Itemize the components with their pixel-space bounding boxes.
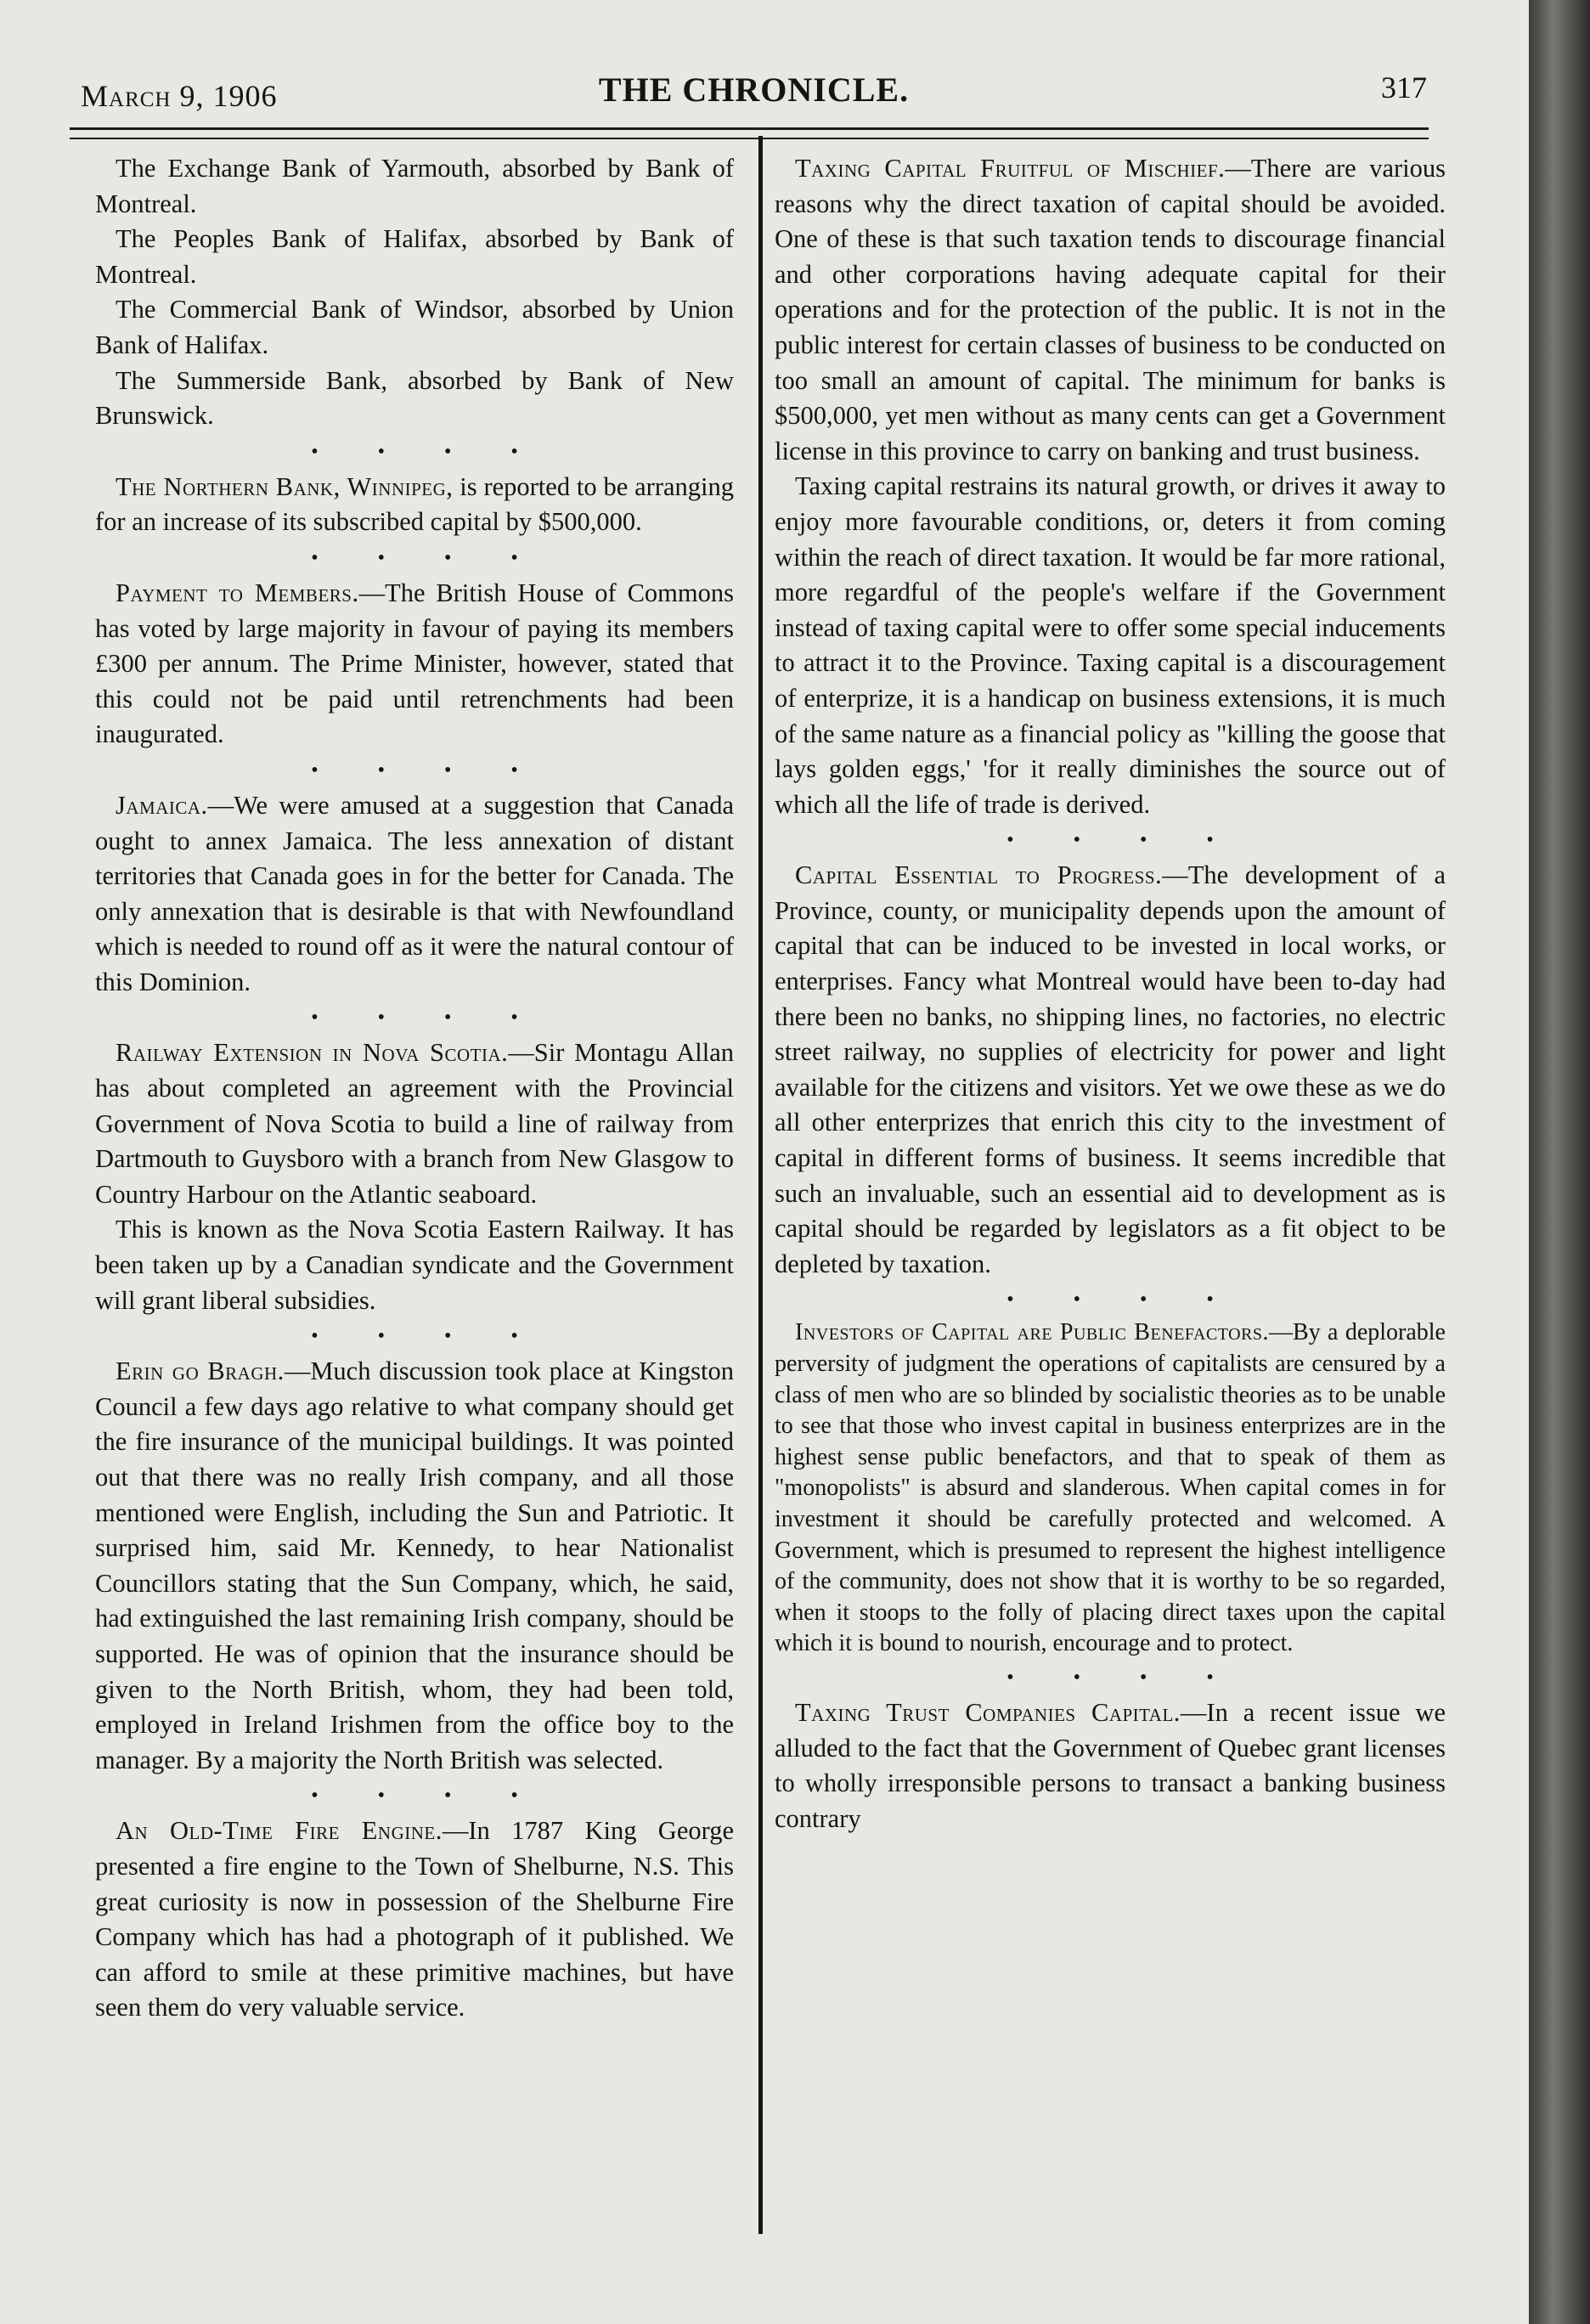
article-body: —In a recent issue we alluded to the fact that the Government of Quebec grant licenses to wholly irresponsible persons to transact a banking business contrary — [775, 1697, 1446, 1833]
section-separator: • • • • — [311, 1007, 545, 1029]
article-heading: Taxing Capital Fruitful of Mischief. — [795, 154, 1226, 183]
article-heading: Jamaica. — [116, 790, 208, 820]
merger-item: The Peoples Bank of Halifax, absorbed by Bank of Montreal. — [95, 224, 734, 289]
article-taxing-trust-companies — [775, 1695, 1446, 1836]
page-number: 317 — [1381, 71, 1427, 104]
article-railway-extension-continued: This is known as the Nova Scotia Eastern Railway. It has been taken up by a Canadian syndicate and the Government will grant liberal subsidies. — [95, 1215, 734, 1315]
article-body: —There are various reasons why the direct taxation of capital should be avoided. One of these is that such taxation tends to discourage financial and other corporations having adequate capital for their operations and for the protection of the public. It is not in the public interest for certain classes of business to be conducted on too small an amount of capital. The minimum for banks is $500,000, yet men without as many cents can get a Government license in this province to carry on banking and trust business. — [775, 154, 1446, 465]
section-separator: • • • • — [311, 1325, 545, 1348]
article-body: is reported to be arranging for an increase of its subscribed capital by $500,000. — [95, 471, 734, 537]
section-separator: • • • • — [311, 546, 545, 569]
article-taxing-capital-mischief-continued: Taxing capital restrains its natural growth, or drives it away to enjoy more favourable conditions, or, deters it from coming within the reach of direct taxation. It would be far more rational, more regardful of the people's welfare if the Government instead of taxing capital were to offer some special inducements to attract it to the Province. Taxing capital is a discouragement of enterprize, it is a handicap on business extensions, it is much of the same nature as a financial policy as "killing the goose that lays golden eggs,' 'for it really diminishes the source out of which all the life of trade is derived. — [775, 471, 1446, 819]
section-separator: • • • • — [1006, 1289, 1241, 1311]
running-head — [81, 70, 1427, 121]
article-body: —The development of a Province, county, or municipality depends upon the amount of capital that can be induced to be invested in local works, or enterprises. Fancy what Montreal would have been to-day had there been no banks, no shipping lines, no factories, no electric street railway, no supplies of electricity for power and light available for the citizens and visitors. Yet we owe these as we do all other enterprizes that enrich this city to the investment of capital in different forms of business. It seems incredible that such an invaluable, such an essential aid to development as is capital should be regarded by legislators as a fit object to be depleted by taxation. — [775, 860, 1446, 1278]
right-column — [775, 151, 1446, 1836]
section-separator: • • • • — [1006, 829, 1241, 852]
article-heading: Taxing Trust Companies Capital. — [795, 1697, 1181, 1727]
article-heading: Payment to Members. — [116, 578, 359, 607]
article-northern-bank — [95, 470, 734, 540]
article-body: —The British House of Commons has voted by large majority in favour of paying its members £300 per annum. The Prime Minister, however, stated that this could not be paid until retrenchments had been inaugurated. — [95, 578, 734, 749]
article-heading: Railway Extension in Nova Scotia. — [116, 1038, 509, 1068]
article-erin-go-bragh — [95, 1354, 734, 1778]
section-separator: • • • • — [311, 1785, 545, 1808]
article-body: —Much discussion took place at Kingston Council a few days ago relative to what company should get the fire insurance of the municipal buildings. It was pointed out that there was no really Irish company, and all those mentioned were English, including the Sun and Patriotic. It surprised him, said Mr. Kennedy, to hear Nationalist Councillors stating that the Sun Company, which, he said, had extinguished the last remaining Irish company, should be supported. He was of opinion that the insurance should be given to the North British, whom, they had been told, employed in Ireland Irishmen from the office boy to the manager. By a majority the North British was selected. — [95, 1357, 734, 1774]
article-heading: The Northern Bank, Winnipeg, — [116, 471, 454, 501]
issue-date: March 9, 1906 — [81, 79, 278, 113]
merger-item: The Exchange Bank of Yarmouth, absorbed by Bank of Montreal. — [95, 154, 734, 218]
article-body: —Sir Montagu Allan has about completed an agreement with the Provincial Government of Nova Scotia to build a line of railway from Dartmouth to Guysboro with a branch from New Glasgow to Country Harbour on the Atlantic seaboard. — [95, 1038, 734, 1209]
merger-item: The Summerside Bank, absorbed by Bank of New Brunswick. — [95, 365, 734, 431]
section-separator: • • • • — [311, 440, 545, 463]
section-separator: • • • • — [311, 759, 545, 781]
article-jamaica — [95, 788, 734, 1001]
article-taxing-capital-mischief — [775, 151, 1446, 469]
left-column — [95, 151, 734, 2026]
article-heading: Erin go Bragh. — [116, 1357, 285, 1386]
article-body: —In 1787 King George presented a fire engine to the Town of Shelburne, N.S. This great curiosity is now in possession of the Shelburne Fire Company which has had a photograph of it published. We can afford to smile at these primitive machines, but have seen them do very valuable service. — [95, 1816, 734, 2022]
article-capital-essential — [775, 858, 1446, 1282]
header-double-rule — [70, 127, 1429, 139]
section-separator: • • • • — [1006, 1666, 1241, 1689]
article-heading: Capital Essential to Progress. — [795, 860, 1163, 890]
page-edge-shadow — [1529, 0, 1590, 2324]
article-old-time-fire-engine — [95, 1814, 734, 2026]
article-railway-extension — [95, 1035, 734, 1212]
merger-item: The Commercial Bank of Windsor, absorbed by Union Bank of Halifax. — [95, 295, 734, 359]
article-payment-to-members — [95, 576, 734, 753]
article-body: —By a deplorable perversity of judgment the operations of capitalists are censured by a class of men who are so blinded by socialistic theories as to be unable to see that those who invest capital in business enterprizes are in the highest sense public benefactors, and that to speak of them as "monopolists" is absurd and slanderous. When capital comes in for investment it should be carefully protected and welcomed. A Government, which is presumed to represent the highest intelligence of the community, does not show that it is worthy to be so regarded, when it stoops to the folly of placing direct taxes upon the capital which it is bound to nourish, encourage and to protect. — [775, 1319, 1446, 1657]
publication-title: THE CHRONICLE. — [598, 71, 910, 109]
column-divider — [758, 136, 763, 2234]
article-heading: An Old-Time Fire Engine. — [116, 1816, 443, 1846]
article-heading: Investors of Capital are Public Benefactors. — [795, 1319, 1270, 1346]
article-investors-of-capital — [775, 1317, 1446, 1660]
article-body: —We were amused at a suggestion that Canada ought to annex Jamaica. The less annexation of distant territories that Canada goes in for the better for Canada. The only annexation that is desirable is that with Newfoundland which is needed to round off as it were the natural contour of this Dominion. — [95, 790, 734, 996]
